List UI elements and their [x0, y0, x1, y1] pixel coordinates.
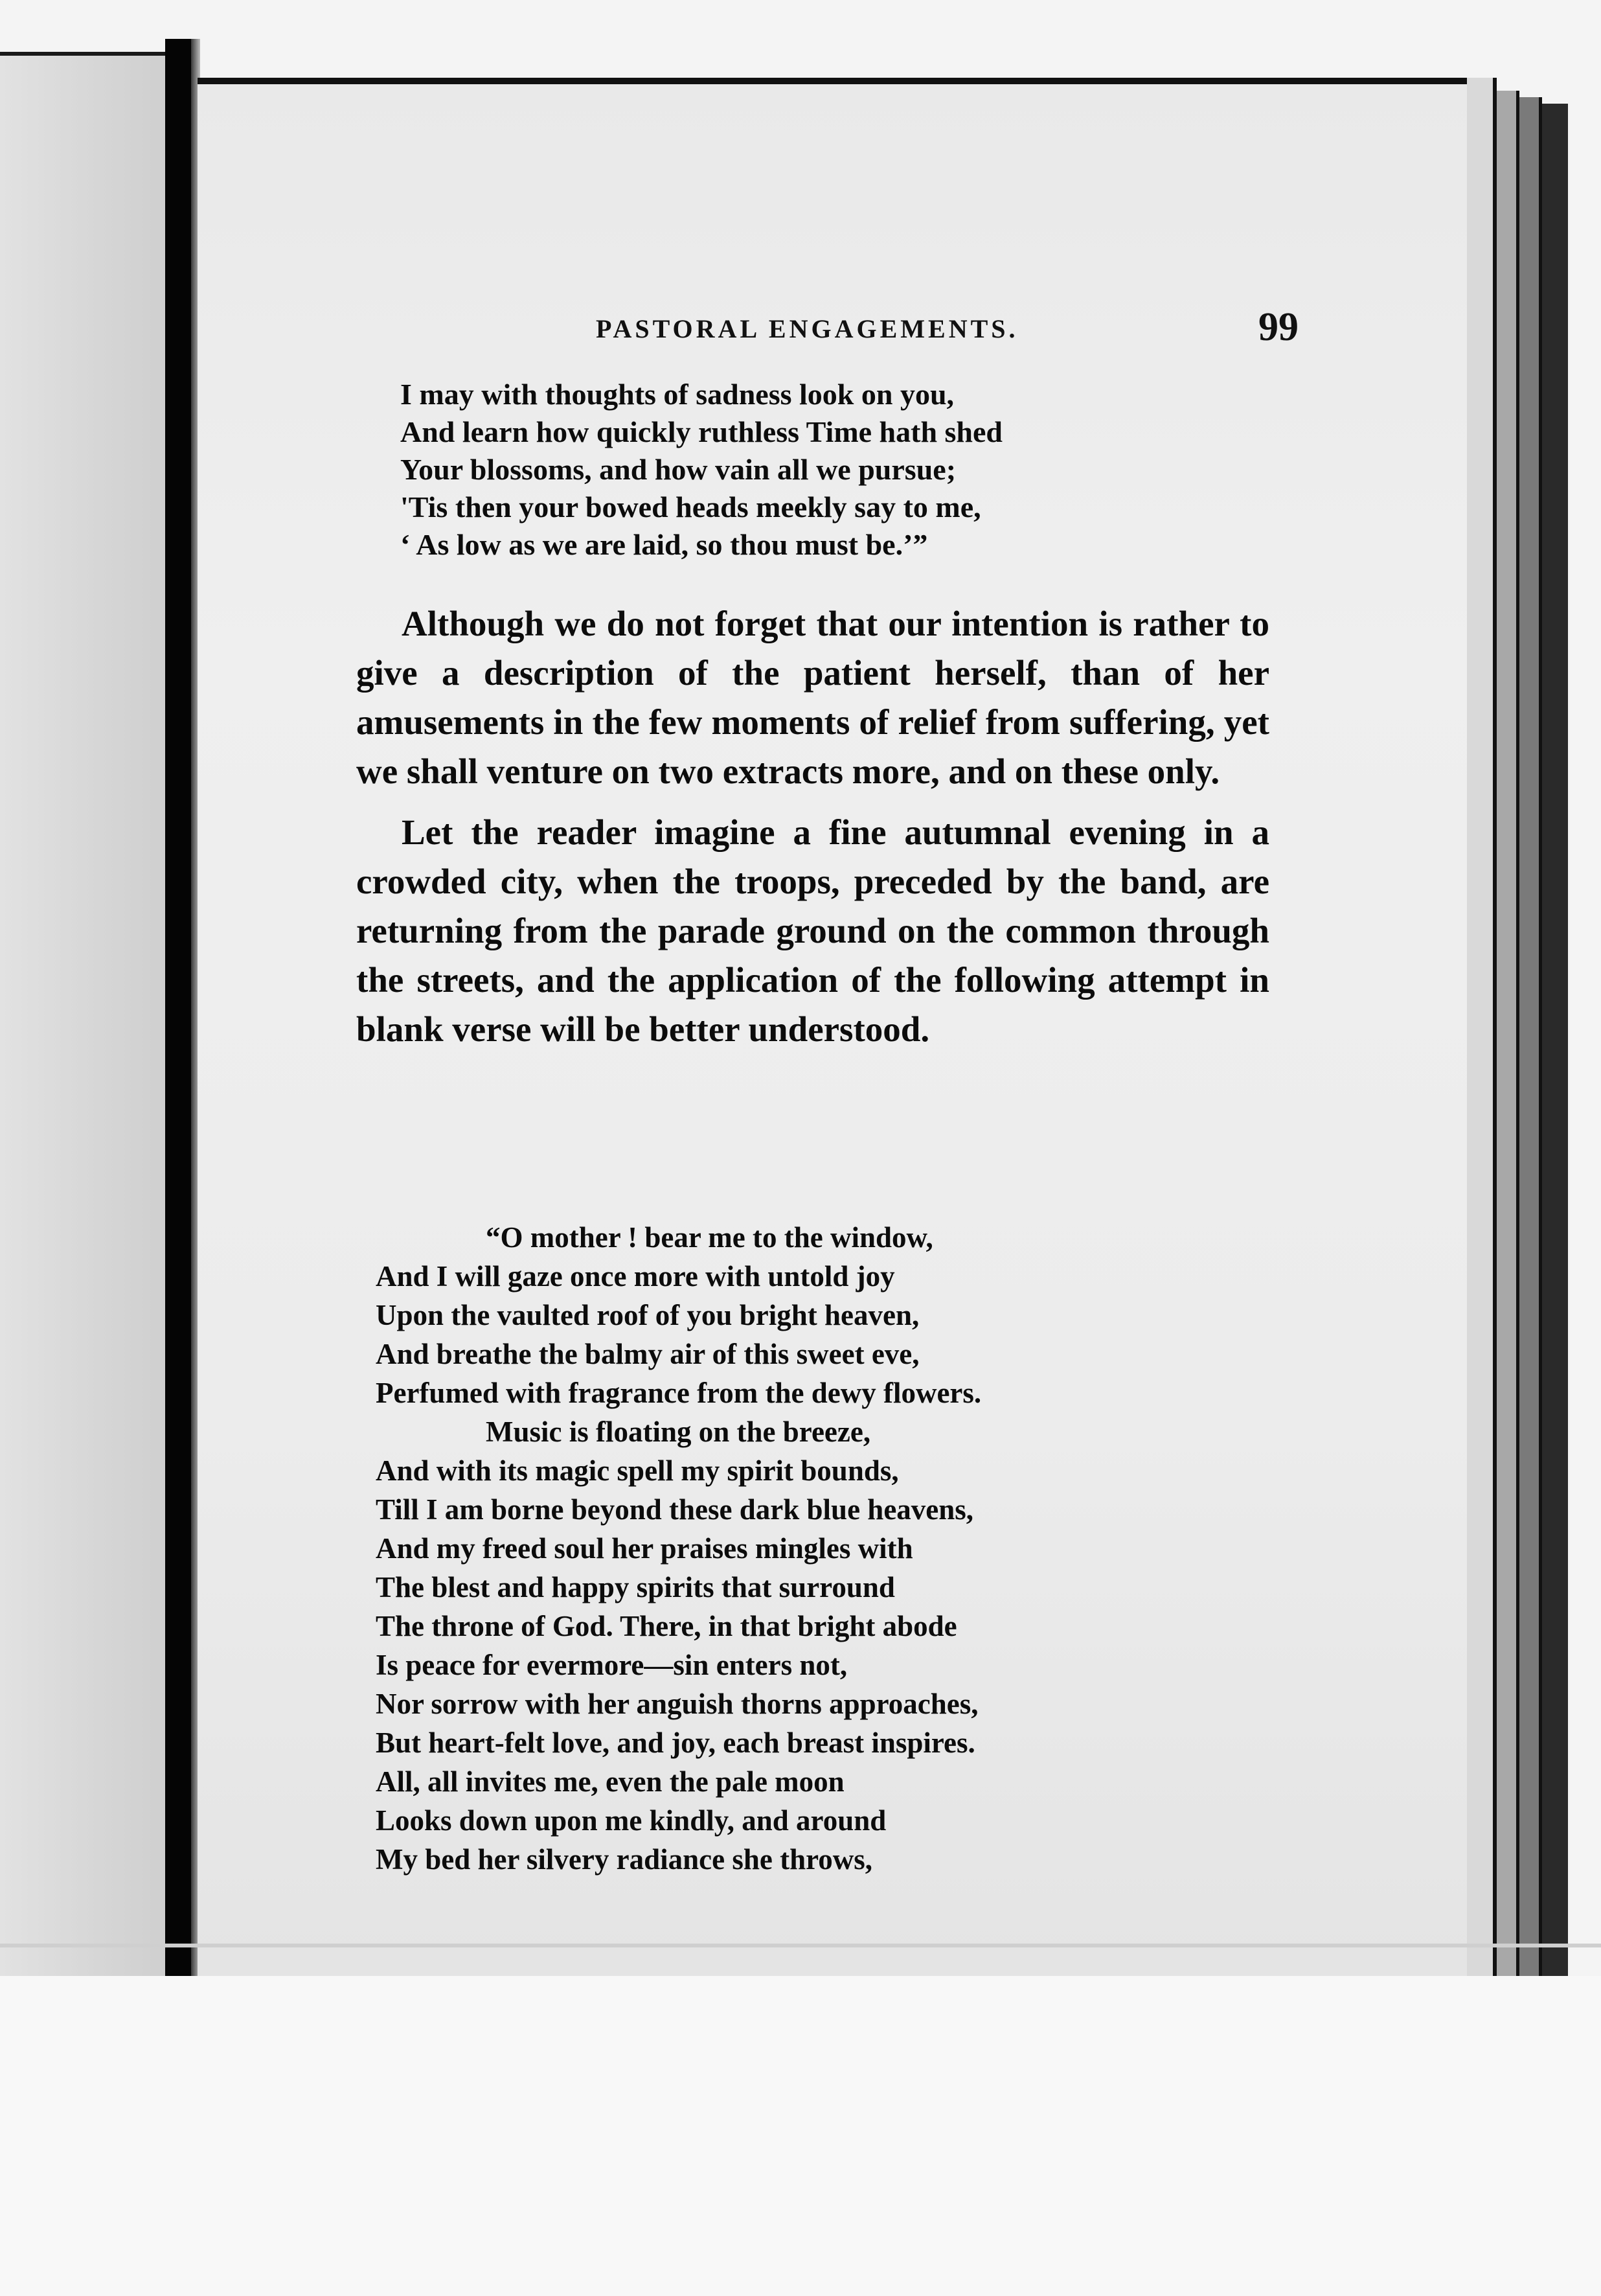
poem-line: Your blossoms, and how vain all we pursue;	[400, 453, 957, 486]
poem-line: And breathe the balmy air of this sweet eve,	[376, 1338, 920, 1370]
book-cover-edge	[1542, 104, 1568, 1982]
poem-line: Music is floating on the breeze,	[486, 1416, 871, 1448]
poem-line: My bed her silvery radiance she throws,	[376, 1843, 873, 1876]
paragraph-text: Let the reader imagine a fine autumnal evening in a crowded city, when the troops, preceded by the band, are returning from the parade ground on the common through the streets, and the application of the following attempt in blank verse will be better understood.	[356, 812, 1269, 1049]
poem-line: And I will gaze once more with untold joy	[376, 1260, 895, 1292]
poem-line: Is peace for evermore—sin enters not,	[376, 1649, 848, 1681]
poem-top	[400, 376, 1003, 564]
poem-line: ‘ As low as we are laid, so thou must be.’”	[400, 528, 928, 561]
page-edge	[1519, 97, 1542, 1995]
page-edge	[1467, 78, 1497, 1995]
page-number: 99	[1258, 305, 1299, 349]
paragraph	[356, 599, 1269, 796]
poem-line: Till I am borne beyond these dark blue heavens,	[376, 1493, 974, 1526]
poem-line: Nor sorrow with her anguish thorns approaches,	[376, 1688, 979, 1720]
page-edge	[1497, 91, 1519, 2002]
poem-line: And my freed soul her praises mingles with	[376, 1532, 913, 1565]
poem-line: I may with thoughts of sadness look on you,	[400, 378, 955, 411]
poem-line: Looks down upon me kindly, and around	[376, 1804, 887, 1837]
poem-line: And learn how quickly ruthless Time hath shed	[400, 415, 1003, 448]
scan-line	[0, 1944, 1601, 1947]
paragraph-text: Although we do not forget that our intention is rather to give a description of the patient herself, than of her amusements in the few moments of relief from suffering, yet we shall venture on two extracts more, and on these only.	[356, 604, 1269, 791]
poem-line: And with its magic spell my spirit bounds,	[376, 1454, 899, 1487]
poem-line: Upon the vaulted roof of you bright heaven,	[376, 1299, 920, 1331]
poem-line: All, all invites me, even the pale moon	[376, 1765, 845, 1798]
facing-page-edge	[0, 52, 165, 2064]
book-gutter	[165, 39, 191, 2067]
poem-bottom	[376, 1218, 981, 1879]
poem-line: “O mother ! bear me to the window,	[486, 1221, 933, 1254]
poem-line: But heart-felt love, and joy, each breast inspires.	[376, 1727, 975, 1759]
paragraph	[356, 808, 1269, 1054]
running-title: PASTORAL ENGAGEMENTS.	[596, 314, 1019, 343]
poem-line: The blest and happy spirits that surround	[376, 1571, 895, 1603]
poem-line: 'Tis then your bowed heads meekly say to me,	[400, 490, 981, 523]
prose-body	[356, 599, 1269, 1066]
scan-margin	[0, 1976, 1601, 2296]
poem-line: The throne of God. There, in that bright abode	[376, 1610, 957, 1642]
poem-line: Perfumed with fragrance from the dewy flowers.	[376, 1377, 982, 1409]
